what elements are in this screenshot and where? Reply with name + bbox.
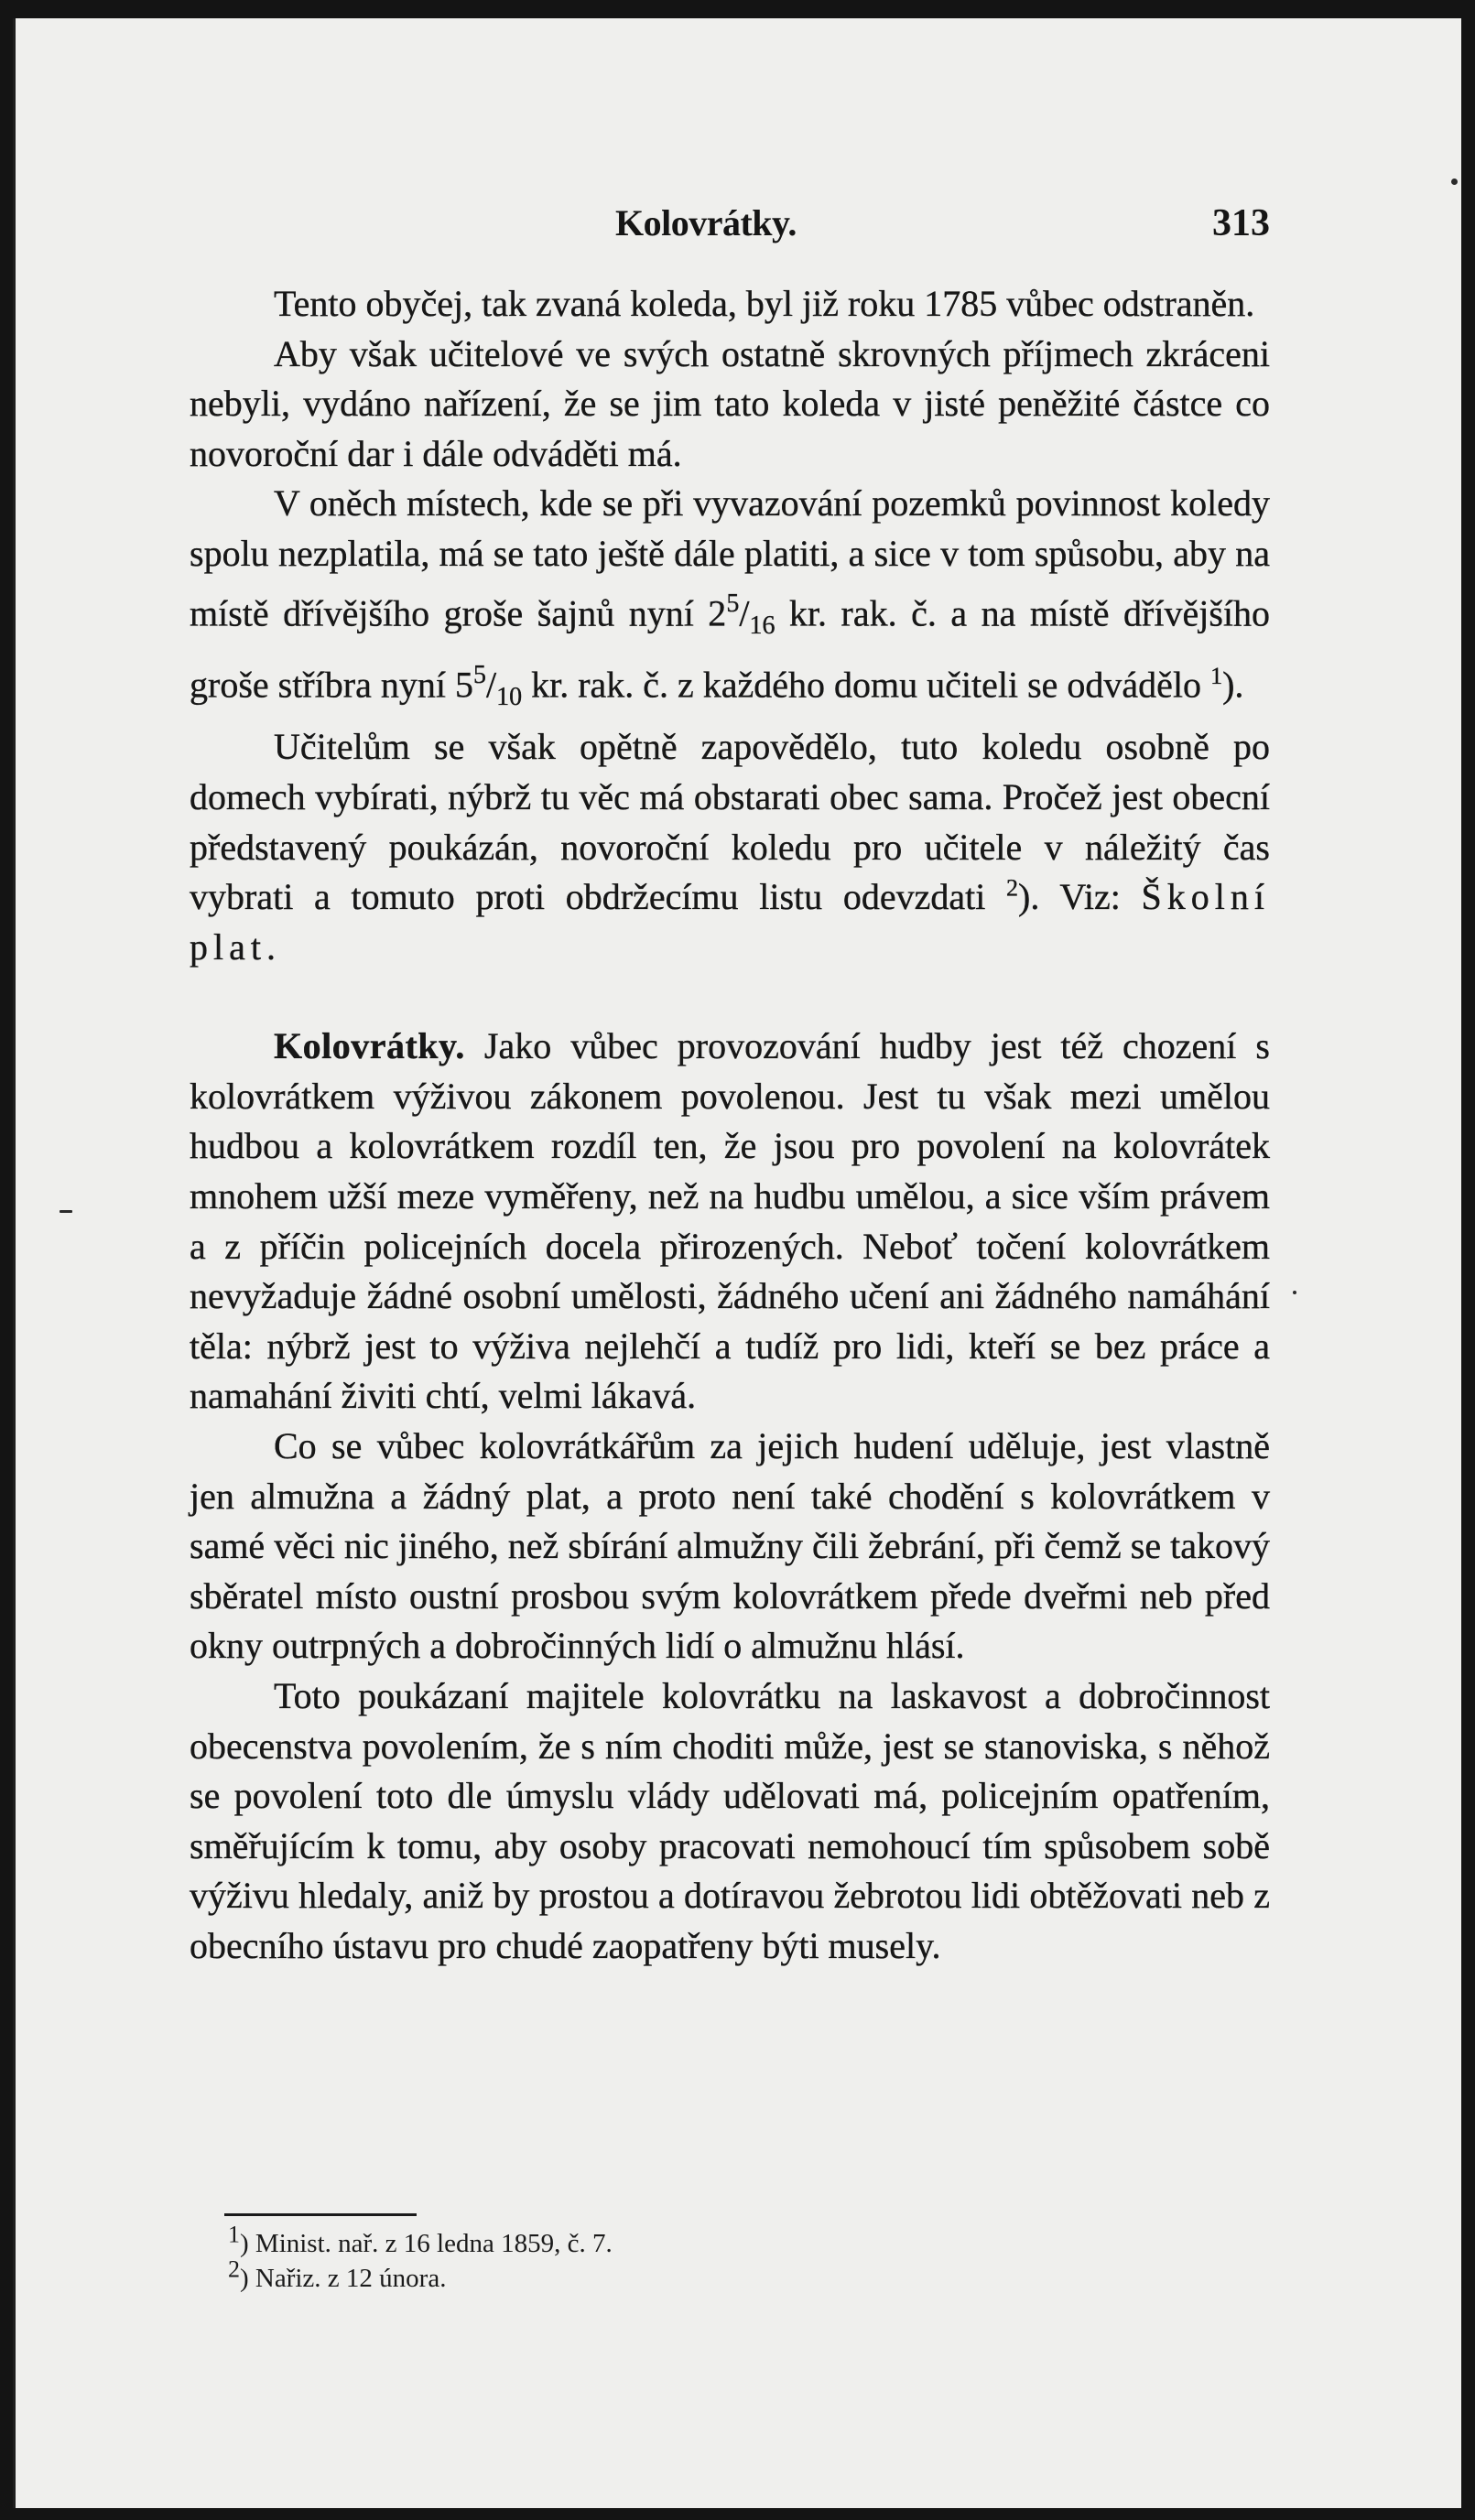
paragraph-text: kr. rak. č. z každého domu učiteli se odvádělo	[522, 664, 1211, 706]
fraction-numerator: 5	[472, 660, 486, 689]
footnote-mark: 2	[228, 2255, 240, 2283]
paragraph: Tento obyčej, tak zvaná koleda, byl již roku 1785 vůbec odstraněn.	[274, 283, 1255, 324]
footnotes	[228, 2221, 1052, 2296]
fraction-numerator: 5	[726, 589, 740, 618]
book-page	[13, 18, 1461, 2508]
fraction-denominator: 16	[749, 611, 775, 640]
body-text	[190, 279, 1270, 1972]
paper-speck	[60, 1210, 72, 1213]
paragraph-text: Učitelům se však opětně zapovědělo, tuto koledu osobně po domech vybírati, nýbrž tu věc má obstarati obec sama. Pročež jest obecní představený poukázán, novoroční koledu pro učitele v náležitý čas vybrati a tomuto proti obdržecímu listu odevzdati	[190, 726, 1270, 918]
paragraph: Toto poukázaní majitele kolovrátku na laskavost a dobročinnost obecenstva povolením, že s ním choditi může, jest se stanoviska, s něhož se povolení toto dle úmyslu vlády udělovati má, policejním opatřením, směřujícím k tomu, aby osoby pracovati nemohoucí tím spůsobem sobě výživu hledaly, aniž by prostou a dotíravou žebrotou lidi obtěžovati neb z obecního ústavu pro chudé zaopatřeny býti musely.	[190, 1675, 1270, 1966]
fraction-denominator: 10	[496, 682, 523, 711]
paper-speck	[1293, 1291, 1296, 1294]
paragraph: Aby však učitelové ve svých ostatně skrovných příjmech zkráceni nebyli, vydáno nařízení, že se jim tato koleda v jisté peněžité částce co novoroční dar i dále odváděti má.	[190, 332, 1270, 474]
paragraph-text: V oněch místech, kde se při vyvazování pozemků povinnost koledy spolu nezplatila, má se tato ještě dále platiti, a sice v tom spůsobu, aby na místě dřívějšího groše šajnů nyní 2	[190, 482, 1270, 633]
paragraph-text: kr. rak. č. a na místě dřívějšího groše stříbra nyní 5	[190, 591, 1270, 706]
paragraph	[190, 722, 1270, 972]
page-header	[16, 201, 1270, 256]
footnote-1	[228, 2221, 1052, 2261]
footnote-mark: 1	[228, 2221, 240, 2248]
paper-speck	[1451, 178, 1458, 185]
entry-heading: Kolovrátky.	[274, 1025, 465, 1067]
footnote-text: ) Minist. nař. z 16 ledna 1859, č. 7.	[240, 2229, 613, 2258]
paragraph: Co se vůbec kolovrátkářům za jejich hudení uděluje, jest vlastně jen almužna a žádný plat, a proto není také chodění s kolovrátkem v samé věci nic jiného, než sbírání almužny čili žebrání, při čemž se takový sběratel místo oustní prosbou svým kolovrátkem přede dveřmi neb před okny outrpných a dobročinných lidí o almužnu hlásí.	[190, 1425, 1270, 1667]
footnote-2	[228, 2255, 1052, 2296]
footnote-ref: 2	[1006, 874, 1019, 902]
paragraph-text: ).	[1222, 664, 1244, 706]
paragraph-text: ). Viz:	[1018, 876, 1142, 918]
entry-paragraph	[190, 1022, 1270, 1422]
footnote-ref: 1	[1210, 663, 1223, 689]
paragraph-text: Jako vůbec provozování hudby jest též chození s kolovrátkem výživou zákonem povolenou. Jest tu však mezi umělou hudbou a kolovrátkem rozdíl ten, že jsou pro povolení na kolovrátek mnohem užší meze vyměřeny, než na hudbu umělou, a sice vším právem a z příčin policejních docela přirozených. Neboť točení kolovrátkem nevyžaduje žádné osobní umělosti, žádného učení ani žádného namáhání těla: nýbrž jest to výživa nejlehčí a tudíž pro lidi, kteří se bez práce a namahání živiti chtí, velmi lákavá.	[190, 1025, 1270, 1417]
page-number: 313	[1212, 202, 1270, 244]
running-title: Kolovrátky.	[615, 202, 797, 243]
cross-reference: Školní plat.	[190, 876, 1270, 968]
paragraph: V oněch místech, kde se při vyvazování pozemků povinnost koledy spolu nezplatila, má se tato ještě dále platiti, a sice v tom spůsobu, aby na místě dřívějšího groše šajnů nyní $2^5/_{16}$ kr. rak. č. a na místě dřívějšího groše stříbra nyní $5^5/_{10}$ kr. rak. č. z každého domu učiteli se odvádělo $^1$).	[190, 482, 1270, 711]
footnote-rule	[224, 2213, 417, 2216]
footnote-text: ) Nařiz. z 12 února.	[240, 2264, 447, 2293]
